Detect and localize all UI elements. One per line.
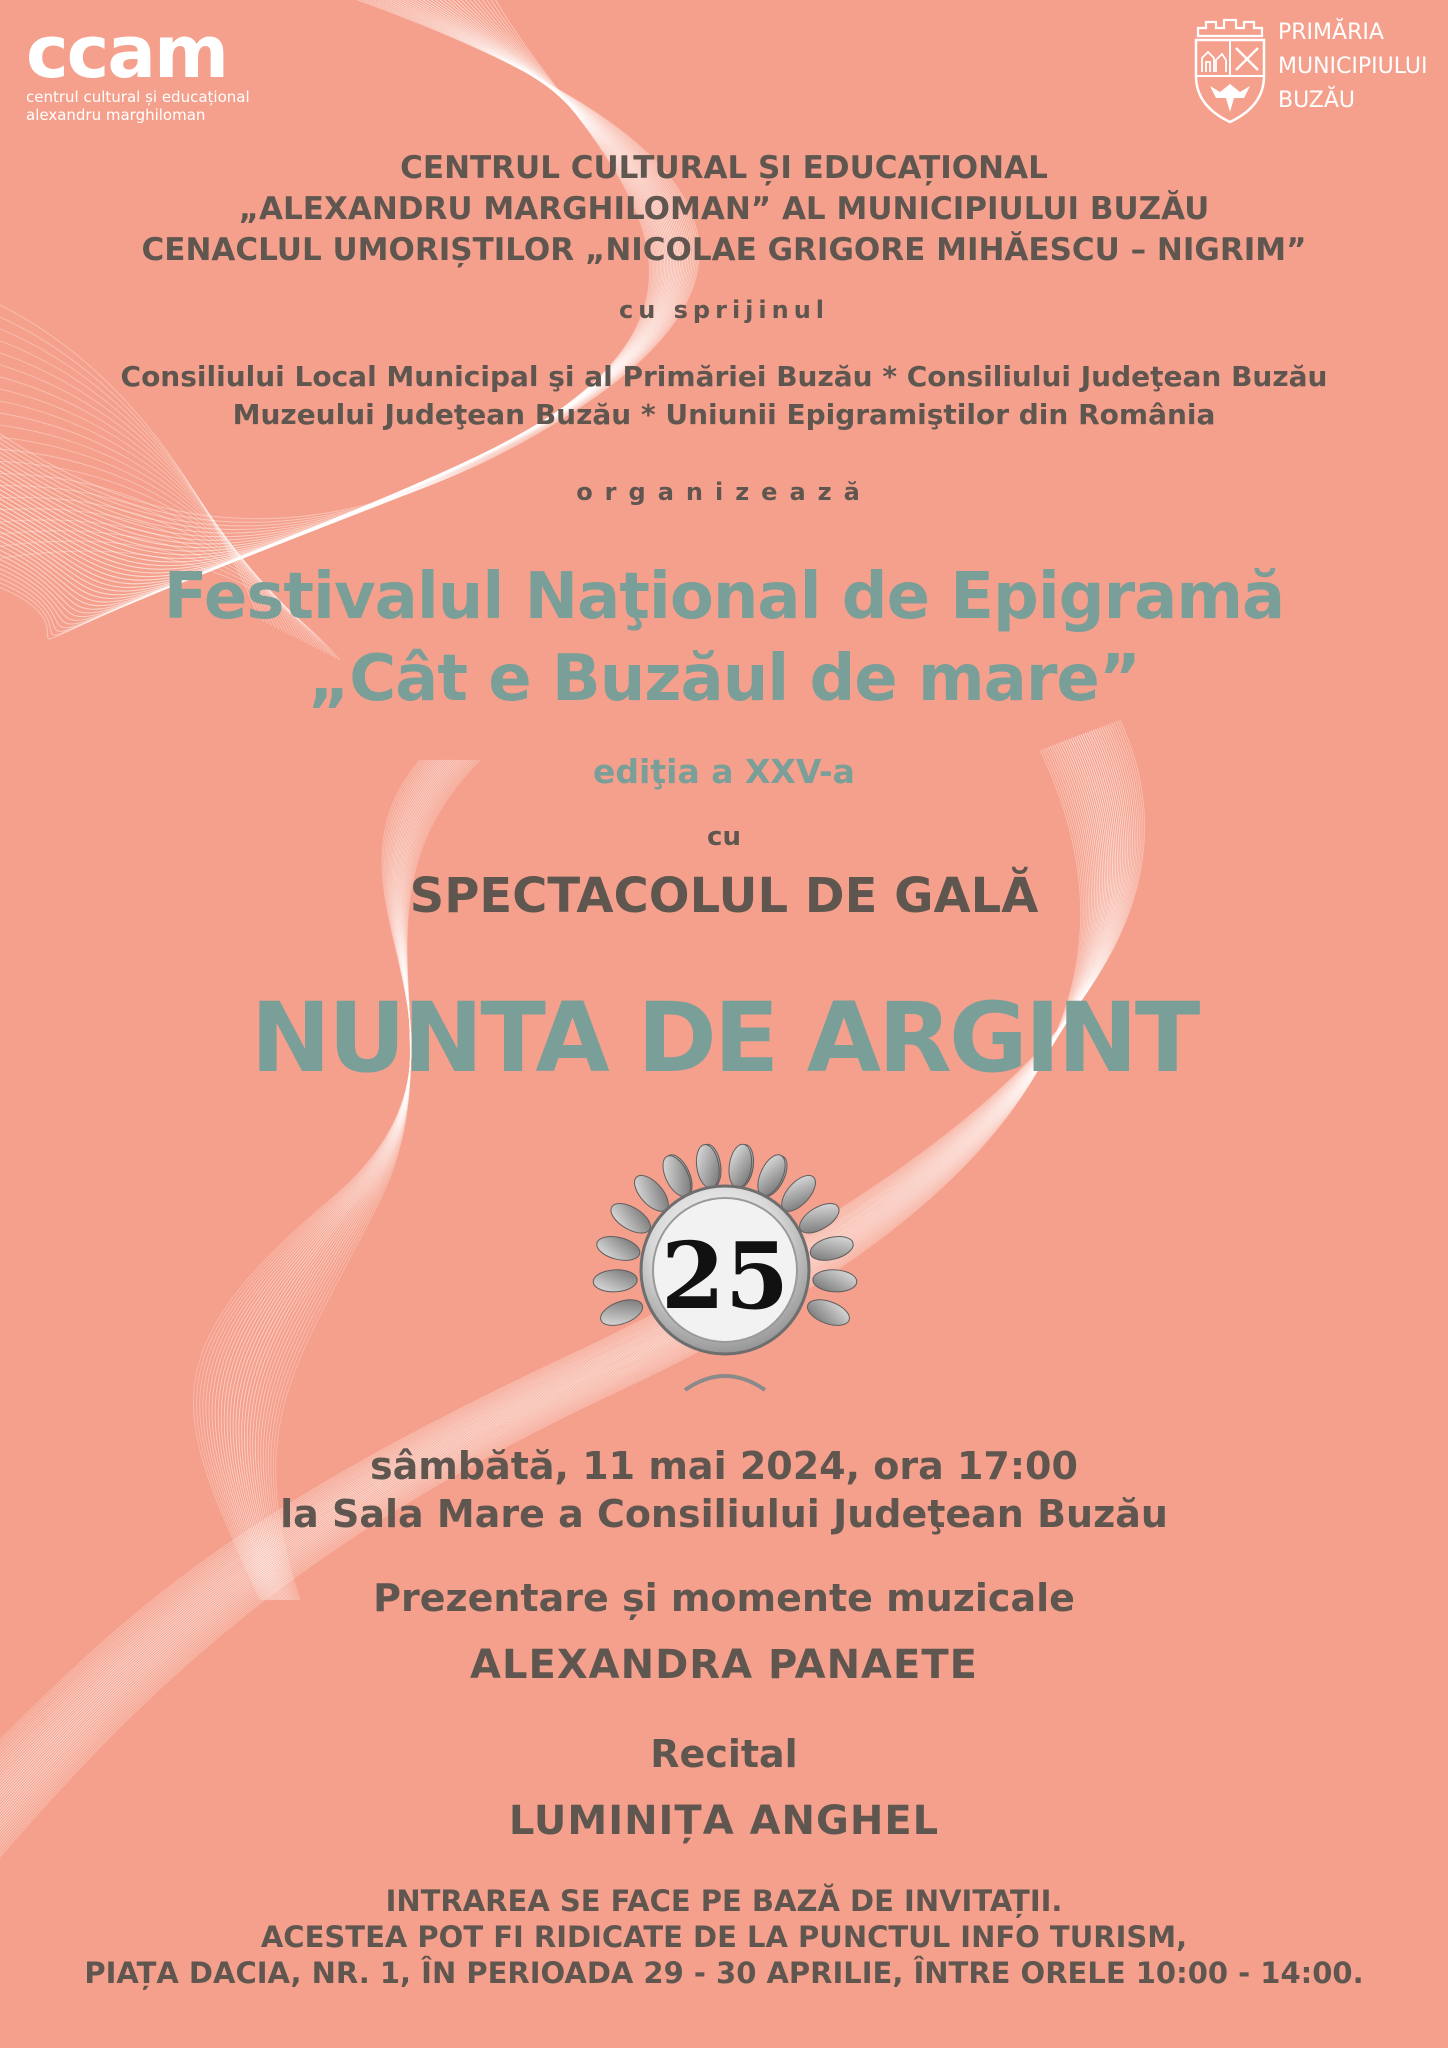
edition-label: ediţia a XXV-a <box>593 752 855 791</box>
gala-subtitle: SPECTACOLUL DE GALĂ <box>409 868 1039 924</box>
footer-line-2: ACESTEA POT FI RIDICATE DE LA PUNCTUL INFO TURISM, <box>260 1920 1188 1954</box>
footer-line-3: PIAȚA DACIA, NR. 1, ÎN PERIOADA 29 - 30 APRILIE, ÎNTRE ORELE 10:00 - 14:00. <box>84 1956 1364 1990</box>
presenter-name: ALEXANDRA PANAETE <box>470 1642 978 1688</box>
festival-title-line-1: Festivalul Naţional de Epigramă <box>163 560 1285 634</box>
primaria-line-1: PRIMĂRIA <box>1278 20 1384 45</box>
supporters-line-1: Consiliului Local Municipal şi al Primăriei Buzău * Consiliului Judeţean Buzău <box>120 360 1328 393</box>
ccam-tagline-1: centrul cultural și educațional <box>26 88 250 106</box>
gala-title: NUNTA DE ARGINT <box>250 982 1198 1094</box>
organizer-line-3: CENACLUL UMORIȘTILOR „NICOLAE GRIGORE MIHĂESCU – NIGRIM” <box>141 232 1307 268</box>
support-label: cu sprijinul <box>618 296 830 324</box>
primaria-logo <box>1190 14 1428 129</box>
supporters-line-2: Muzeului Judeţean Buzău * Uniunii Epigramiştilor din România <box>232 398 1216 431</box>
recital-label: Recital <box>650 1732 798 1776</box>
presenter-label: Prezentare și momente muzicale <box>373 1576 1075 1620</box>
organizer-line-2: „ALEXANDRU MARGHILOMAN” AL MUNICIPIULUI BUZĂU <box>238 191 1210 227</box>
footer-line-1: INTRAREA SE FACE PE BAZĂ DE INVITAȚII. <box>385 1884 1063 1918</box>
organizer-line-1: CENTRUL CULTURAL ȘI EDUCAȚIONAL <box>400 150 1048 186</box>
ccam-tagline-2: alexandru marghiloman <box>26 106 206 124</box>
event-date-time: sâmbătă, 11 mai 2024, ora 17:00 <box>370 1444 1078 1488</box>
recital-name: LUMINIȚA ANGHEL <box>508 1798 940 1844</box>
emblem-number: 25 <box>660 1222 790 1330</box>
event-venue: la Sala Mare a Consiliului Judeţean Buzău <box>280 1492 1168 1536</box>
primaria-logo-text <box>1278 16 1428 118</box>
primaria-line-2: MUNICIPIULUI <box>1278 54 1428 79</box>
festival-title-line-2: „Cât e Buzăul de mare” <box>308 642 1140 716</box>
ccam-logo-mark: ccam <box>26 10 227 94</box>
organizes-label: organizează <box>576 478 872 506</box>
city-crest-icon <box>1190 14 1270 126</box>
primaria-line-3: BUZĂU <box>1278 88 1356 113</box>
ccam-logo <box>26 10 286 126</box>
silver-anniversary-emblem <box>590 1140 860 1420</box>
with-label: cu <box>707 822 741 852</box>
